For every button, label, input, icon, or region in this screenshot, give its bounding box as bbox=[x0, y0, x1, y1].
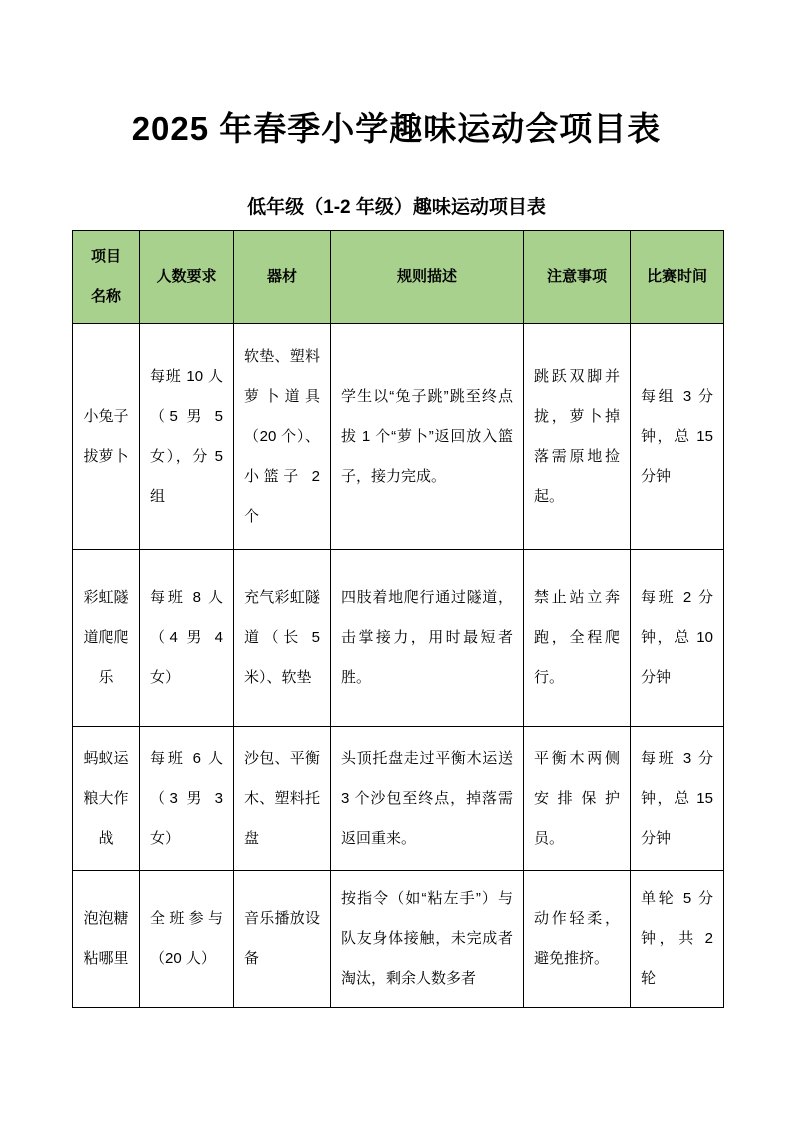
cell-project-name: 彩虹隧道爬爬乐 bbox=[73, 550, 140, 727]
header-match-time: 比赛时间 bbox=[631, 231, 724, 324]
cell-rules-description: 头顶托盘走过平衡木运送 3 个沙包至终点，掉落需返回重来。 bbox=[331, 727, 524, 871]
cell-project-name: 泡泡糖粘哪里 bbox=[73, 871, 140, 1008]
cell-match-time: 每班 3 分钟，总 15 分钟 bbox=[631, 727, 724, 871]
table-row bbox=[73, 871, 724, 1008]
cell-equipment: 充气彩虹隧道（长 5 米）、软垫 bbox=[234, 550, 331, 727]
cell-rules-description: 学生以“兔子跳”跳至终点拔 1 个“萝卜”返回放入篮子，接力完成。 bbox=[331, 324, 524, 550]
cell-equipment: 音乐播放设备 bbox=[234, 871, 331, 1008]
table-header-row bbox=[73, 231, 724, 324]
cell-notes: 禁止站立奔跑，全程爬行。 bbox=[524, 550, 631, 727]
table-row bbox=[73, 324, 724, 550]
cell-match-time: 单轮 5 分钟，共 2 轮 bbox=[631, 871, 724, 1008]
cell-project-name: 小兔子拔萝卜 bbox=[73, 324, 140, 550]
cell-rules-description: 按指令（如“粘左手”）与队友身体接触，未完成者淘汰，剩余人数多者 bbox=[331, 871, 524, 1008]
header-equipment: 器材 bbox=[234, 231, 331, 324]
document-title: 2025 年春季小学趣味运动会项目表 bbox=[131, 110, 662, 147]
cell-notes: 跳跃双脚并拢，萝卜掉落需原地捡起。 bbox=[524, 324, 631, 550]
cell-equipment: 软垫、塑料萝卜道具（20 个）、小篮子 2 个 bbox=[234, 324, 331, 550]
events-table bbox=[72, 230, 724, 1008]
cell-notes: 动作轻柔，避免推挤。 bbox=[524, 871, 631, 1008]
cell-match-time: 每组 3 分钟，总 15 分钟 bbox=[631, 324, 724, 550]
header-people-requirement: 人数要求 bbox=[140, 231, 234, 324]
cell-match-time: 每班 2 分钟，总 10 分钟 bbox=[631, 550, 724, 727]
cell-people-requirement: 每班 8 人（4 男 4 女） bbox=[140, 550, 234, 727]
cell-people-requirement: 每班 10 人（5 男 5 女），分 5 组 bbox=[140, 324, 234, 550]
cell-notes: 平衡木两侧安排保护员。 bbox=[524, 727, 631, 871]
cell-equipment: 沙包、平衡木、塑料托盘 bbox=[234, 727, 331, 871]
header-rules-description: 规则描述 bbox=[331, 231, 524, 324]
table-row bbox=[73, 550, 724, 727]
header-notes: 注意事项 bbox=[524, 231, 631, 324]
header-project-name: 项目名称 bbox=[73, 231, 140, 324]
cell-rules-description: 四肢着地爬行通过隧道，击掌接力，用时最短者胜。 bbox=[331, 550, 524, 727]
section-subtitle: 低年级（1-2 年级）趣味运动项目表 bbox=[247, 197, 546, 218]
table-row bbox=[73, 727, 724, 871]
cell-people-requirement: 每班 6 人（3 男 3 女） bbox=[140, 727, 234, 871]
cell-project-name: 蚂蚁运粮大作战 bbox=[73, 727, 140, 871]
cell-people-requirement: 全班参与（20 人） bbox=[140, 871, 234, 1008]
